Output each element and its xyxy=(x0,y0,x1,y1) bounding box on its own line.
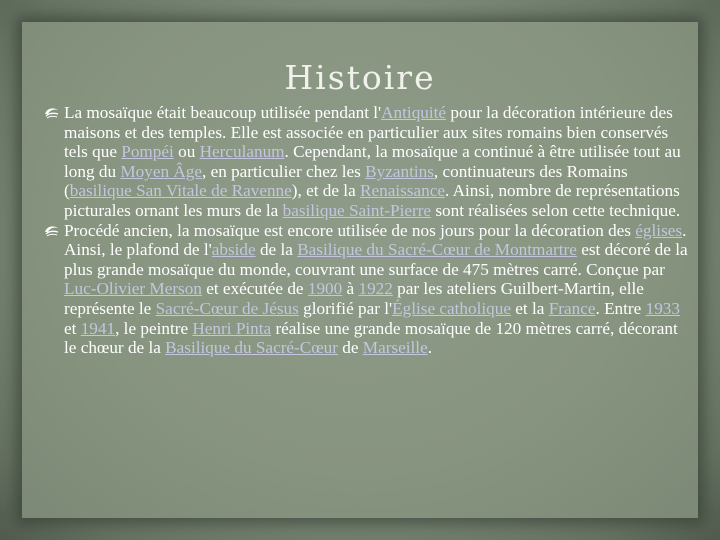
inline-link[interactable]: abside xyxy=(211,240,256,260)
inline-link[interactable]: 1922 xyxy=(358,279,393,299)
bullet-paragraph-2 xyxy=(44,221,692,358)
text-run: de xyxy=(337,338,363,358)
text-run: ), et de la xyxy=(291,181,361,201)
text-run: et la xyxy=(511,298,549,318)
text-run: de la xyxy=(255,240,298,260)
inline-link[interactable]: France xyxy=(548,298,596,318)
text-run: et xyxy=(64,318,81,338)
text-run: Procédé ancien, la mosaïque est encore utilisée de nos jours pour la décoration des xyxy=(64,220,636,240)
inline-link[interactable]: basilique San Vitale de Ravenne xyxy=(69,181,292,201)
bullet-paragraph-1 xyxy=(44,103,692,221)
text-run: , en particulier chez les xyxy=(201,161,366,181)
text-run: glorifié par l' xyxy=(298,298,393,318)
inline-link[interactable]: églises xyxy=(635,220,683,240)
text-run: réalise une grande mosaïque de 120 mètres carré, décorant le chœur de la xyxy=(64,318,678,358)
inline-link[interactable]: Basilique du Sacré-Cœur de Montmartre xyxy=(297,240,577,260)
text-run: pour la décoration intérieure des maisons et des temples. Elle est associée en particulier aux sites romains bien conservés tels que xyxy=(64,103,673,162)
inline-link[interactable]: Herculanum xyxy=(199,142,285,162)
text-run: sont réalisées selon cette technique. xyxy=(431,200,681,220)
paragraph-text xyxy=(64,103,681,220)
inline-link[interactable]: basilique Saint-Pierre xyxy=(282,200,432,220)
inline-link[interactable]: Sacré-Cœur de Jésus xyxy=(155,298,299,318)
text-run: . Entre xyxy=(595,298,646,318)
inline-link[interactable]: Basilique du Sacré-Cœur xyxy=(165,338,338,358)
inline-link[interactable]: Marseille xyxy=(362,338,428,358)
inline-link[interactable]: 1941 xyxy=(80,318,116,338)
text-run: . Ainsi, nombre de représentations picturales ornant les murs de la xyxy=(64,181,680,220)
inline-link[interactable]: Byzantins xyxy=(365,161,434,181)
text-run: , le peintre xyxy=(115,318,193,338)
text-run: à xyxy=(342,279,359,299)
text-run: par les ateliers Guilbert-Martin, elle représente le xyxy=(64,279,644,318)
text-run: , continuateurs des Romains ( xyxy=(64,161,628,201)
text-run: est décoré de la plus grande mosaïque du monde, couvrant une surface de 475 mètres carré. Conçue par xyxy=(64,240,688,279)
curl-bullet-icon xyxy=(44,223,60,237)
text-run: et exécutée de xyxy=(201,279,308,299)
inline-link[interactable]: Église catholique xyxy=(392,298,511,318)
slide-title: Histoire xyxy=(284,58,436,97)
inline-link[interactable]: Henri Pinta xyxy=(192,318,272,338)
text-run: La mosaïque était beaucoup utilisée pendant l' xyxy=(64,103,382,122)
inline-link[interactable]: 1900 xyxy=(307,279,343,299)
inline-link[interactable]: Antiquité xyxy=(381,103,447,122)
text-run: . xyxy=(427,338,433,358)
text-run: . Cependant, la mosaïque a continué à être utilisée tout au long du xyxy=(64,142,681,181)
inline-link[interactable]: Luc-Olivier Merson xyxy=(64,279,202,299)
inline-link[interactable]: 1933 xyxy=(645,298,680,318)
inline-link[interactable]: Pompéi xyxy=(121,142,174,162)
inline-link[interactable]: Moyen Âge xyxy=(120,161,202,181)
paragraph-text xyxy=(64,221,688,358)
inline-link[interactable]: Renaissance xyxy=(360,181,445,201)
slide-body xyxy=(44,103,692,358)
text-run: ou xyxy=(173,142,200,162)
text-run: . Ainsi, le plafond de l' xyxy=(64,220,687,260)
curl-bullet-icon xyxy=(44,105,60,119)
